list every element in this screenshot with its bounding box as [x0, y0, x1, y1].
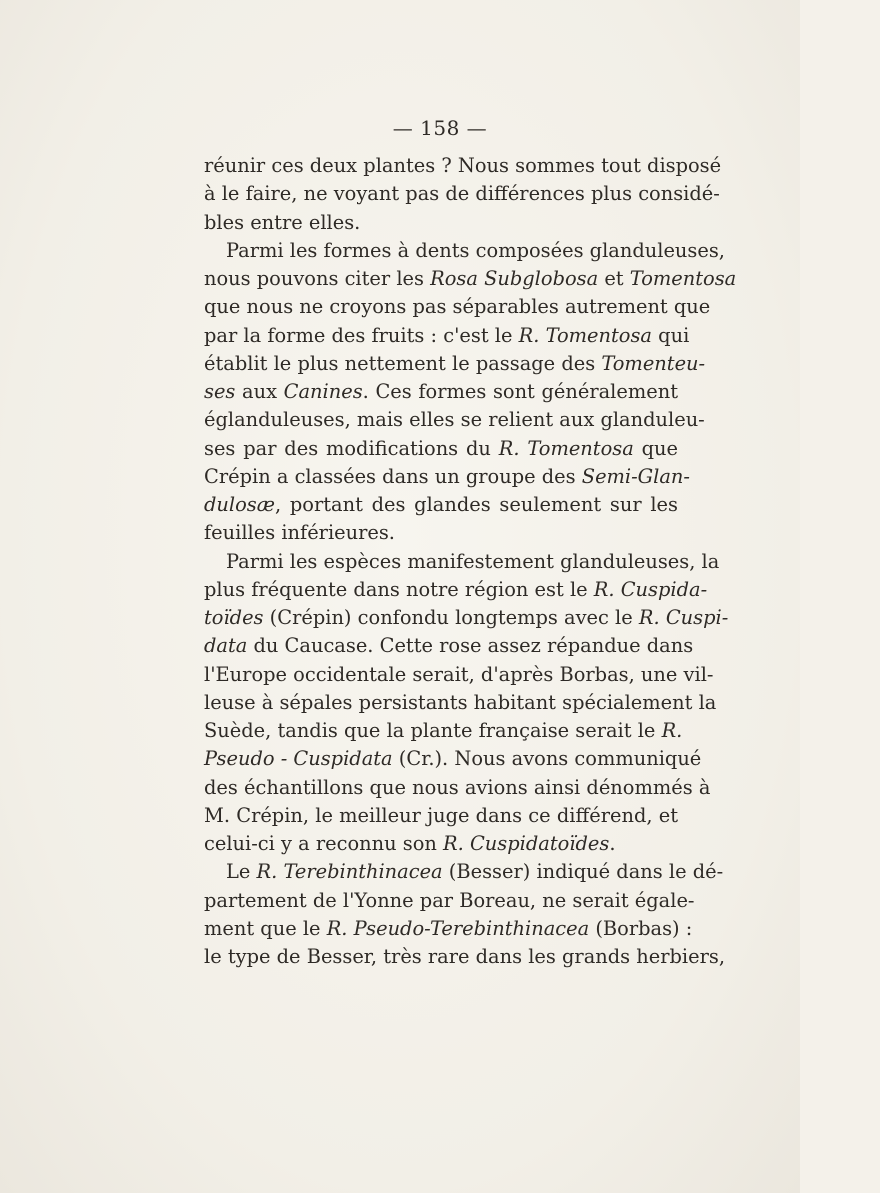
- italic-text: R. Tomentosa: [518, 323, 652, 347]
- text-line: [204, 943, 725, 971]
- text-run: feuilles inférieures.: [204, 521, 395, 545]
- text-run: , portant des glandes seulement sur les: [274, 493, 678, 516]
- text-line: [204, 152, 722, 180]
- italic-text: R. Cuspida-: [593, 577, 708, 601]
- text-run: . Ces formes sont généralement: [362, 380, 678, 403]
- text-line: [204, 435, 678, 463]
- text-run: que: [633, 436, 679, 460]
- text-run: des échantillons que nous avions ainsi dénommés à: [204, 775, 711, 799]
- italic-text: Tomenteu-: [601, 351, 706, 375]
- text-line: [204, 322, 690, 350]
- text-run: Parmi les formes à dents composées glanduleuses,: [226, 238, 725, 262]
- text-line: [204, 604, 729, 632]
- italic-text: ses: [204, 380, 236, 403]
- italic-text: R. Cuspidatoïdes: [443, 832, 610, 855]
- italic-text: R. Terebinthinacea: [256, 860, 443, 884]
- italic-text: data: [204, 634, 248, 658]
- text-run: l'Europe occidentale serait, d'après Borbas, une vil-: [204, 662, 714, 686]
- italic-text: Semi-Glan-: [581, 464, 690, 488]
- text-run: plus fréquente dans notre région est le: [204, 577, 594, 601]
- text-line: [204, 491, 678, 519]
- text-line: [204, 915, 693, 943]
- text-run: (Crépin) confondu longtemps avec le: [263, 606, 639, 629]
- text-run: (Cr.). Nous avons communiqué: [392, 747, 702, 771]
- text-run: qui: [652, 323, 690, 347]
- text-run: à le faire, ne voyant pas de différences plus considé-: [204, 182, 720, 206]
- italic-text: R.: [661, 719, 683, 742]
- text-line: [204, 745, 702, 773]
- text-line: [204, 378, 678, 406]
- italic-text: Canines: [283, 380, 363, 403]
- text-line: [204, 774, 711, 802]
- text-run: Parmi les espèces manifestement glanduleuses, la: [226, 549, 720, 573]
- italic-text: dulosæ: [204, 493, 275, 516]
- text-run: celui-ci y a reconnu son: [204, 832, 444, 855]
- text-run: Crépin a classées dans un groupe des: [204, 464, 582, 488]
- text-run: nous pouvons citer les: [204, 267, 431, 290]
- text-line: [204, 463, 690, 491]
- text-run: aux: [235, 380, 284, 403]
- text-run: M. Crépin, le meilleur juge dans ce différend, et: [204, 803, 678, 827]
- text-run: par la forme des fruits : c'est le: [204, 323, 519, 347]
- italic-text: Pseudo - Cuspidata: [204, 747, 393, 771]
- text-line: [204, 632, 694, 660]
- text-run: (Borbas) :: [589, 916, 693, 940]
- text-line: [204, 237, 725, 265]
- text-run: et: [598, 267, 630, 290]
- body-text: [204, 152, 737, 971]
- text-line: [204, 293, 711, 321]
- text-line: [204, 576, 708, 604]
- page-number: — 158 —: [392, 116, 488, 140]
- italic-text: Rosa Subglobosa: [430, 267, 599, 290]
- text-line: [204, 406, 705, 434]
- text-run: établit le plus nettement le passage des: [204, 351, 602, 375]
- italic-text: toïdes: [204, 606, 264, 629]
- text-run: bles entre elles.: [204, 210, 361, 234]
- text-line: [204, 519, 678, 547]
- text-run: Le: [226, 860, 257, 884]
- text-run: églanduleuses, mais elles se relient aux glanduleu-: [204, 408, 705, 432]
- text-line: [204, 661, 714, 689]
- text-run: que nous ne croyons pas séparables autrement que: [204, 295, 711, 319]
- text-line: [204, 802, 678, 830]
- text-run: leuse à sépales persistants habitant spécialement la: [204, 690, 717, 714]
- text-run: Suède, tandis que la plante française serait le: [204, 719, 662, 742]
- text-line: [204, 717, 683, 745]
- text-run: ment que le: [204, 916, 327, 940]
- text-run: .: [609, 832, 616, 855]
- text-line: [204, 548, 720, 576]
- italic-text: R. Pseudo-Terebinthinacea: [326, 916, 590, 940]
- italic-text: R. Cuspi-: [638, 606, 729, 629]
- text-line: [204, 887, 695, 915]
- text-line: [204, 830, 678, 858]
- text-run: partement de l'Yonne par Boreau, ne serait égale-: [204, 888, 695, 912]
- text-run: du Caucase. Cette rose assez répandue dans: [247, 634, 694, 658]
- text-run: réunir ces deux plantes ? Nous sommes tout disposé: [204, 154, 722, 177]
- text-line: [204, 265, 737, 293]
- text-line: [204, 858, 724, 886]
- text-line: [204, 689, 717, 717]
- italic-text: Tomentosa: [629, 267, 737, 290]
- text-line: [204, 209, 678, 237]
- text-run: (Besser) indiqué dans le dé-: [442, 860, 724, 884]
- text-run: ses par des modifications du: [204, 436, 499, 460]
- text-line: [204, 180, 720, 208]
- italic-text: R. Tomentosa: [498, 436, 634, 460]
- text-line: [204, 350, 706, 378]
- text-run: le type de Besser, très rare dans les grands herbiers,: [204, 945, 725, 968]
